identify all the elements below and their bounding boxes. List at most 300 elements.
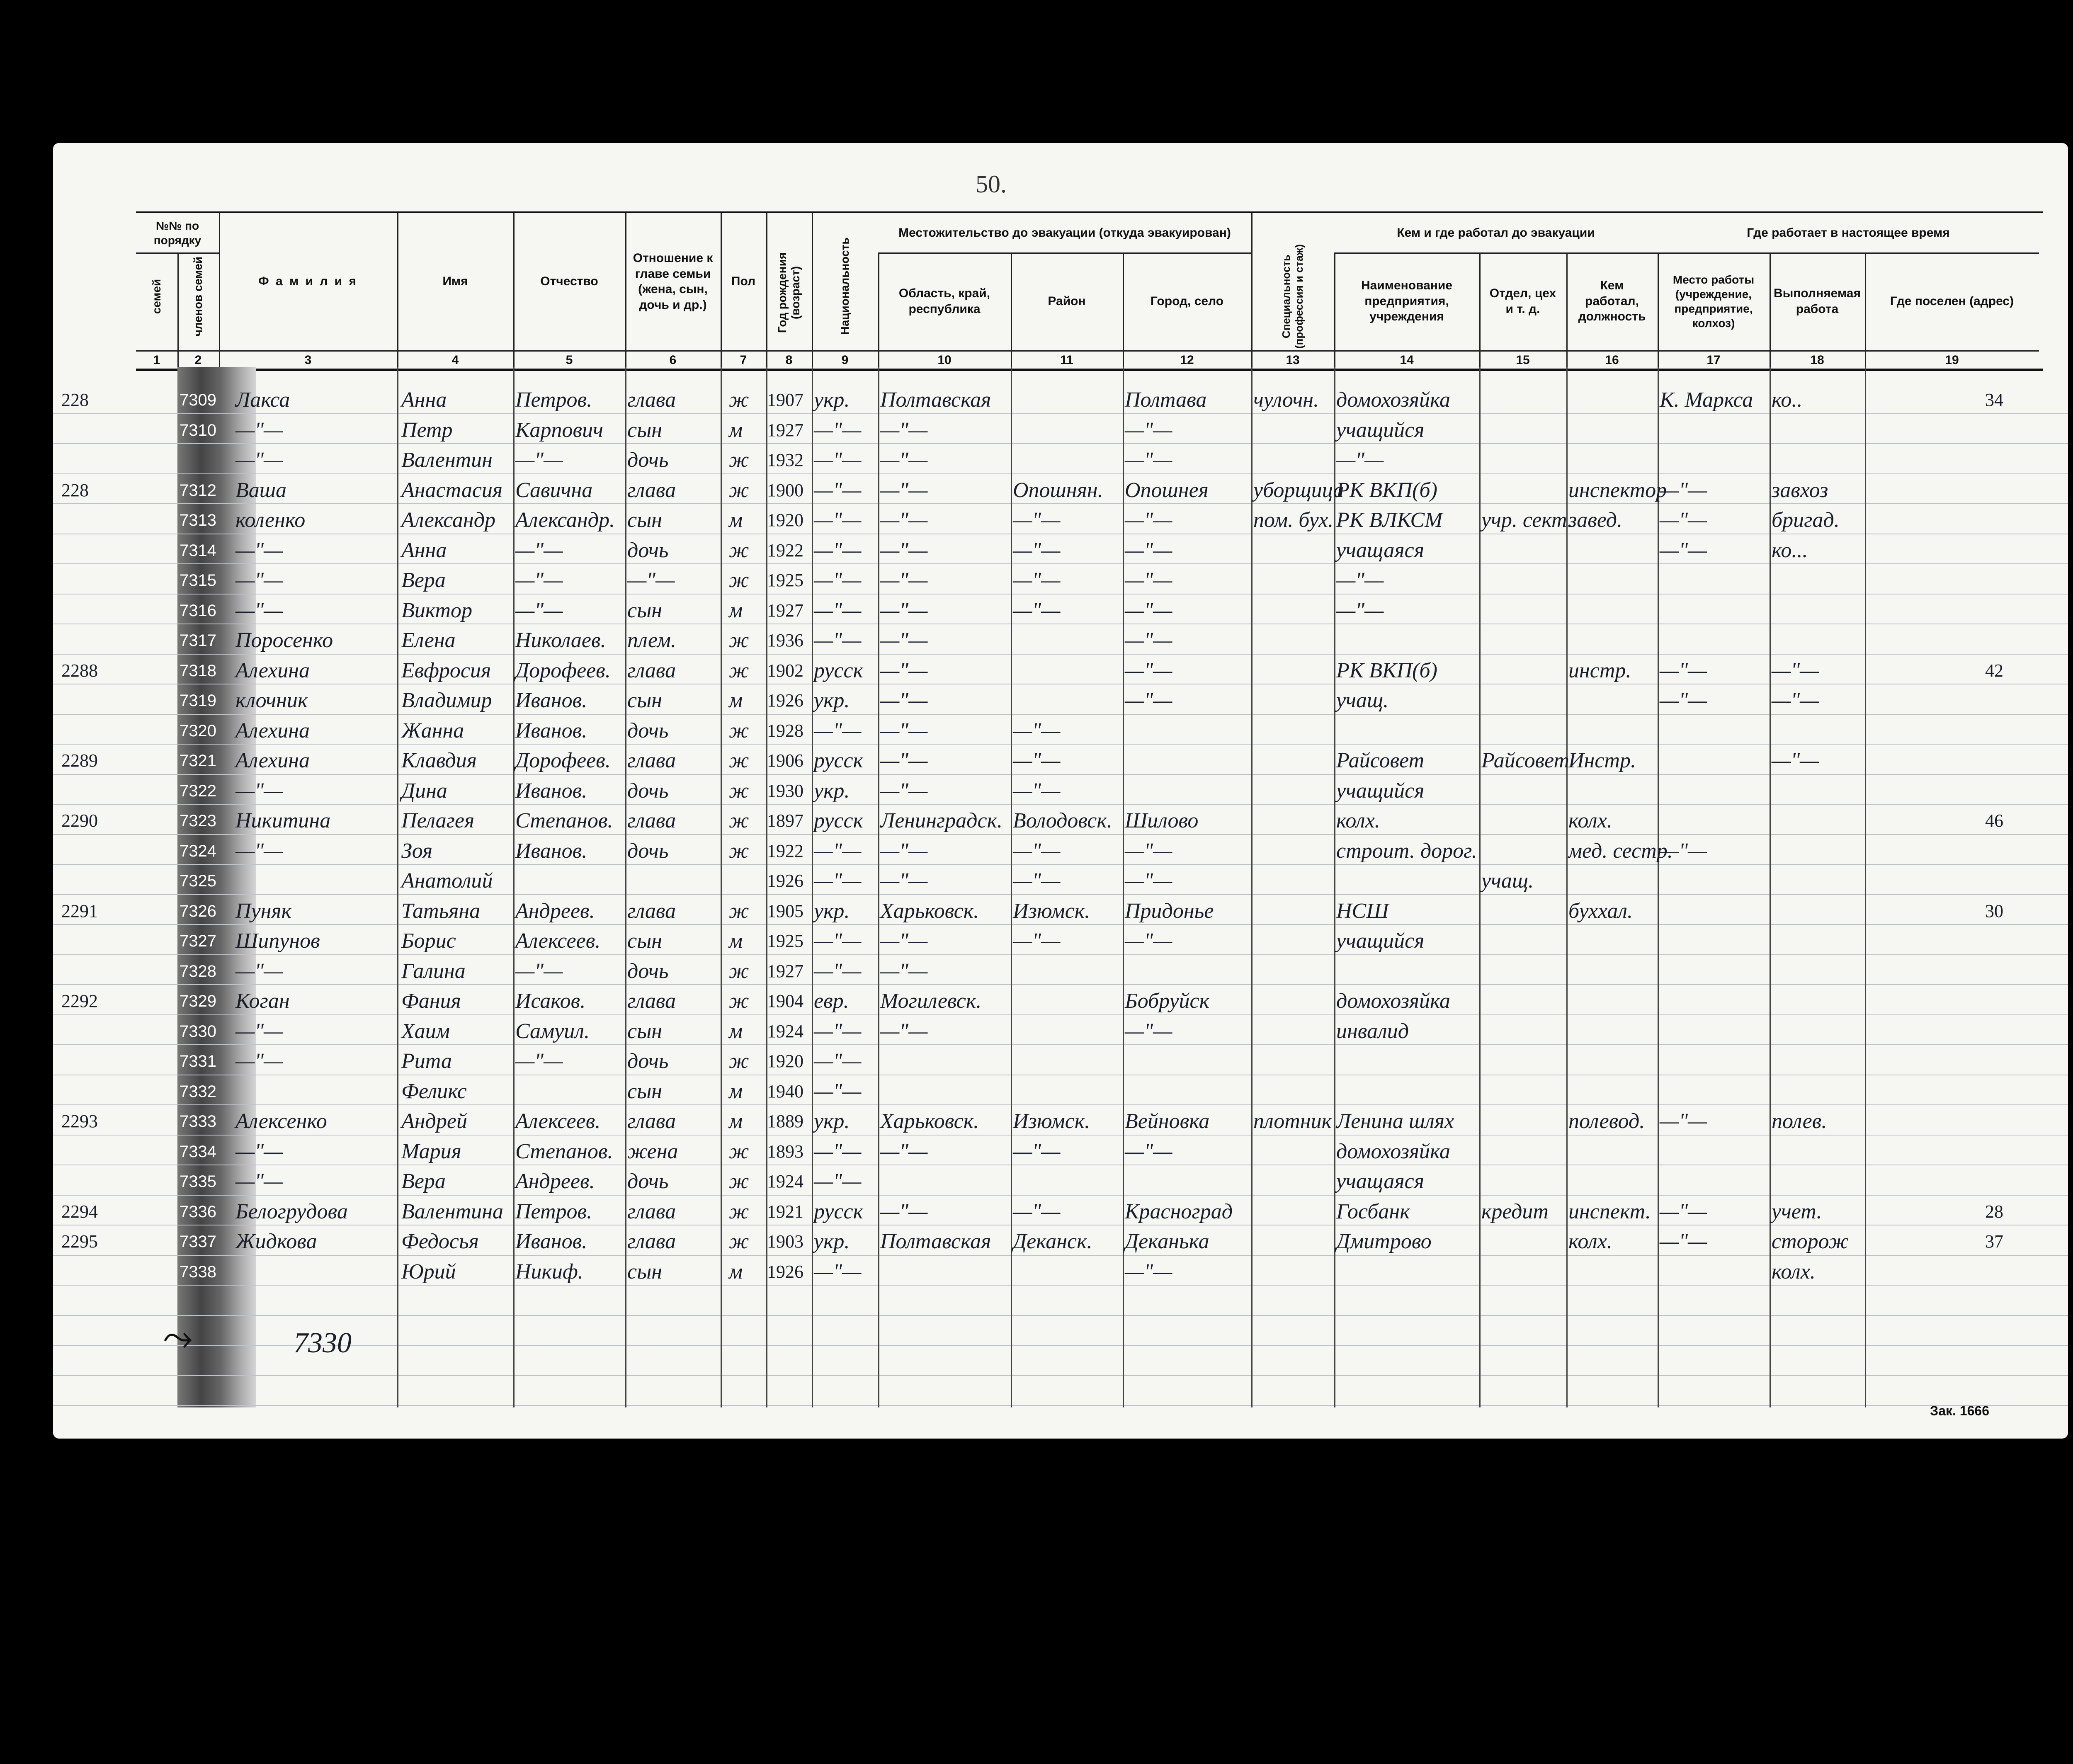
cell-relation: сын xyxy=(627,1259,663,1284)
cell-department: учащ. xyxy=(1481,869,1534,893)
cell-nationality: —"— xyxy=(814,929,862,953)
cell-city: Полтава xyxy=(1125,388,1207,412)
cell-birth-year: 1897 xyxy=(767,810,803,831)
cell-sex: ж xyxy=(729,478,749,502)
cell-birth-year: 1927 xyxy=(767,961,803,981)
cell-sex: ж xyxy=(729,1049,749,1073)
cell-department xyxy=(1481,686,1564,715)
header-job: Выполняемая работа xyxy=(1774,286,1861,316)
cell-member-number: 7313 xyxy=(180,511,216,529)
cell-district xyxy=(1013,656,1121,685)
cell-enterprise: учащ. xyxy=(1336,689,1389,712)
cell-family-number xyxy=(61,776,111,806)
cell-specialty xyxy=(1253,536,1332,565)
cell-address xyxy=(1985,416,2064,445)
cell-enterprise: колх. xyxy=(1336,809,1380,832)
cell-relation: глава xyxy=(627,478,676,502)
cell-enterprise: НСШ xyxy=(1336,899,1389,923)
cell-workplace xyxy=(1660,897,1767,926)
cell-position xyxy=(1568,1047,1655,1076)
header-enterprise: Наименование предприятия, учреждения xyxy=(1361,279,1453,324)
cell-region: Полтавская xyxy=(880,388,991,412)
cell-family-number xyxy=(61,1077,111,1106)
cell-department: кредит xyxy=(1481,1199,1549,1223)
cell-patronymic: Иванов. xyxy=(515,1230,587,1253)
cell-first-name: Валентина xyxy=(401,1199,503,1223)
cell-city: Придонье xyxy=(1125,899,1214,923)
cell-nationality: укр. xyxy=(814,1230,850,1253)
cell-specialty xyxy=(1253,1227,1332,1256)
cell-member-number: 7333 xyxy=(180,1112,216,1131)
cell-sex: м xyxy=(729,598,743,622)
cell-member-number: 7315 xyxy=(180,571,216,590)
cell-birth-year: 1920 xyxy=(767,1051,803,1071)
cell-position xyxy=(1568,536,1655,565)
cell-surname: Алексенко xyxy=(235,1109,327,1133)
cell-sex: м xyxy=(729,1259,743,1284)
cell-job: полев. xyxy=(1772,1109,1827,1133)
cell-relation: дочь xyxy=(627,959,669,983)
cell-patronymic: —"— xyxy=(515,568,563,592)
cell-member-number: 7338 xyxy=(180,1262,216,1281)
header-city: Город, село xyxy=(1150,294,1224,308)
cell-position xyxy=(1568,927,1655,956)
cell-position xyxy=(1568,626,1655,655)
cell-job xyxy=(1772,987,1863,1016)
cell-position xyxy=(1568,716,1655,745)
table-header xyxy=(136,211,2043,371)
header-district: Район xyxy=(1048,294,1086,308)
table-row xyxy=(53,596,2068,625)
cell-patronymic xyxy=(515,1077,625,1106)
cell-address xyxy=(1985,1047,2064,1076)
cell-region: —"— xyxy=(880,689,928,712)
ruled-line xyxy=(53,1315,2068,1316)
cell-surname: Никитина xyxy=(235,809,331,832)
table-row xyxy=(53,1257,2068,1286)
cell-workplace xyxy=(1660,806,1767,835)
cell-address xyxy=(1985,626,2064,655)
cell-family-number: 2289 xyxy=(61,750,98,771)
cell-job xyxy=(1772,1017,1863,1046)
cell-sex: ж xyxy=(729,448,749,472)
cell-family-number: 2292 xyxy=(61,991,98,1011)
cell-region: Могилевск. xyxy=(880,989,982,1013)
cell-district xyxy=(1013,686,1121,715)
cell-job: —"— xyxy=(1772,749,1819,772)
cell-family-number xyxy=(61,1137,111,1166)
cell-address xyxy=(1985,746,2064,775)
cell-sex: м xyxy=(729,1019,743,1043)
table-row xyxy=(53,626,2068,655)
cell-relation: глава xyxy=(627,1230,676,1253)
cell-specialty xyxy=(1253,1167,1332,1196)
cell-surname: коленко xyxy=(235,508,306,532)
cell-member-number: 7325 xyxy=(180,872,216,890)
cell-patronymic: —"— xyxy=(515,959,563,983)
cell-patronymic: Алексеев. xyxy=(515,1109,601,1133)
cell-surname: —"— xyxy=(235,1170,283,1193)
cell-surname: Ваша xyxy=(235,478,287,502)
cell-first-name: Анна xyxy=(401,538,447,562)
cell-workplace xyxy=(1660,927,1767,956)
cell-enterprise: домохозяйка xyxy=(1336,989,1451,1013)
cell-department xyxy=(1481,596,1564,625)
cell-enterprise: инвалид xyxy=(1336,1019,1409,1043)
cell-address xyxy=(1985,476,2064,505)
cell-job: учет. xyxy=(1772,1199,1822,1223)
cell-job xyxy=(1772,837,1863,866)
column-number: 12 xyxy=(1123,350,1251,369)
cell-job xyxy=(1772,446,1863,475)
cell-specialty xyxy=(1253,987,1332,1016)
cell-birth-year: 1932 xyxy=(767,450,803,470)
cell-job: —"— xyxy=(1772,658,1819,682)
cell-job xyxy=(1772,1167,1863,1196)
cell-workplace xyxy=(1660,776,1767,806)
cell-first-name: Феликс xyxy=(401,1079,467,1103)
cell-specialty xyxy=(1253,806,1332,835)
cell-nationality: —"— xyxy=(814,1049,862,1073)
cell-sex: ж xyxy=(729,1139,749,1163)
cell-region: —"— xyxy=(880,749,928,772)
cell-family-number xyxy=(61,416,111,445)
cell-enterprise: Райсовет xyxy=(1336,749,1425,772)
cell-patronymic: Андреев. xyxy=(515,1170,595,1193)
cell-workplace: —"— xyxy=(1660,538,1707,562)
cell-first-name: Анастасия xyxy=(401,478,503,502)
cell-address xyxy=(1985,566,2064,595)
cell-city: —"— xyxy=(1125,448,1172,472)
cell-enterprise: учащийся xyxy=(1336,418,1425,442)
table-row xyxy=(53,476,2068,505)
table-row xyxy=(53,866,2068,895)
cell-first-name: Борис xyxy=(401,929,456,953)
cell-department xyxy=(1481,897,1564,926)
cell-department xyxy=(1481,1077,1564,1106)
cell-first-name: Анна xyxy=(401,388,447,412)
cell-surname: —"— xyxy=(235,959,283,983)
cell-city xyxy=(1125,746,1249,775)
cell-enterprise: Ленина шлях xyxy=(1336,1109,1454,1133)
cell-family-number xyxy=(61,566,111,595)
cell-workplace xyxy=(1660,626,1767,655)
table-row xyxy=(53,566,2068,595)
column-number: 14 xyxy=(1334,350,1479,369)
cell-enterprise: РК ВКП(б) xyxy=(1336,478,1437,502)
cell-sex: ж xyxy=(729,989,749,1013)
cell-surname xyxy=(235,866,410,895)
cell-workplace xyxy=(1660,416,1767,445)
cell-patronymic: Александр. xyxy=(515,508,615,532)
cell-relation: плем. xyxy=(627,628,676,652)
cell-first-name: Александр xyxy=(401,508,495,532)
cell-nationality: —"— xyxy=(814,628,862,652)
cell-position: полевод. xyxy=(1568,1109,1645,1133)
cell-family-number: 2291 xyxy=(61,900,98,921)
cell-position: Инстр. xyxy=(1568,749,1636,772)
column-number: 18 xyxy=(1770,350,1865,369)
cell-workplace: —"— xyxy=(1660,658,1707,682)
table-row xyxy=(53,446,2068,475)
column-number: 11 xyxy=(1011,350,1123,369)
cell-sex: ж xyxy=(729,388,749,412)
cell-enterprise: Госбанк xyxy=(1336,1199,1410,1223)
cell-enterprise: —"— xyxy=(1336,448,1384,472)
cell-region: —"— xyxy=(880,448,928,472)
cell-address xyxy=(1985,866,2064,895)
cell-region: —"— xyxy=(880,628,928,652)
cell-department xyxy=(1481,776,1564,806)
total-written: 7330 xyxy=(294,1327,352,1359)
cell-region xyxy=(880,1167,1009,1196)
header-specialty: Специальность (профессия и стаж) xyxy=(1280,244,1305,349)
cell-relation: дочь xyxy=(627,1170,669,1193)
cell-workplace xyxy=(1660,987,1767,1016)
cell-district xyxy=(1013,446,1121,475)
cell-specialty xyxy=(1253,656,1332,685)
cell-city: Опошнея xyxy=(1125,478,1209,502)
cell-city: Вейновка xyxy=(1125,1109,1210,1133)
cell-workplace: —"— xyxy=(1660,478,1707,502)
cell-member-number: 7322 xyxy=(180,781,216,800)
cell-member-number: 7328 xyxy=(180,962,216,980)
cell-first-name: Пелагея xyxy=(401,809,475,832)
cell-relation: дочь xyxy=(627,718,669,742)
cell-district xyxy=(1013,386,1121,415)
cell-member-number: 7320 xyxy=(180,721,216,740)
cell-specialty xyxy=(1253,746,1332,775)
cell-specialty xyxy=(1253,1257,1332,1286)
cell-job xyxy=(1772,957,1863,986)
cell-district xyxy=(1013,1167,1121,1196)
cell-address xyxy=(1985,927,2064,956)
cell-first-name: Зоя xyxy=(401,839,433,863)
cell-sex: ж xyxy=(729,749,749,772)
cell-district xyxy=(1013,957,1121,986)
header-workplace: Место работы (учреждение, предприятие, колхоз) xyxy=(1672,273,1755,330)
cell-relation: глава xyxy=(627,809,676,832)
cell-job: бригад. xyxy=(1772,508,1840,532)
cell-sex: ж xyxy=(729,1199,749,1223)
cell-department: учр. сект. xyxy=(1481,508,1573,532)
cell-job: завхоз xyxy=(1772,478,1828,502)
cell-district xyxy=(1013,987,1121,1016)
cell-job: ко... xyxy=(1772,538,1808,562)
cell-address xyxy=(1985,1077,2064,1106)
cell-specialty xyxy=(1253,866,1332,895)
cell-surname: клочник xyxy=(235,689,308,712)
cell-department xyxy=(1481,536,1564,565)
cell-specialty xyxy=(1253,566,1332,595)
cell-relation: глава xyxy=(627,989,676,1013)
cell-workplace: —"— xyxy=(1660,1109,1707,1133)
cell-city: —"— xyxy=(1125,869,1172,893)
cell-department xyxy=(1481,987,1564,1016)
cell-address: 37 xyxy=(1985,1231,2003,1252)
cell-member-number: 7335 xyxy=(180,1172,216,1191)
cell-nationality: —"— xyxy=(814,538,862,562)
cell-region: —"— xyxy=(880,568,928,592)
cell-workplace xyxy=(1660,446,1767,475)
cell-sex: м xyxy=(729,1079,743,1103)
cell-surname: —"— xyxy=(235,839,283,863)
cell-workplace xyxy=(1660,596,1767,625)
cell-surname: Поросенко xyxy=(235,628,333,652)
cell-member-number: 7332 xyxy=(180,1082,216,1101)
cell-surname: Белогрудова xyxy=(235,1199,348,1223)
cell-birth-year: 1907 xyxy=(767,390,803,410)
cell-birth-year: 1926 xyxy=(767,1261,803,1282)
cell-surname: Алехина xyxy=(235,658,310,682)
cell-nationality: —"— xyxy=(814,568,862,592)
cell-workplace xyxy=(1660,566,1767,595)
cell-district: —"— xyxy=(1013,839,1061,863)
cell-surname: Жидкова xyxy=(235,1230,317,1253)
cell-city: —"— xyxy=(1125,1019,1172,1043)
cell-relation: глава xyxy=(627,899,676,923)
cell-birth-year: 1922 xyxy=(767,840,803,861)
cell-sex: ж xyxy=(729,628,749,652)
cell-relation: дочь xyxy=(627,448,669,472)
cell-birth-year: 1936 xyxy=(767,630,803,650)
cell-department xyxy=(1481,1167,1564,1196)
cell-first-name: Галина xyxy=(401,959,466,983)
column-number: 8 xyxy=(766,350,812,369)
cell-first-name: Валентин xyxy=(401,448,493,472)
cell-first-name: Хаим xyxy=(401,1019,450,1043)
cell-first-name: Рита xyxy=(401,1049,452,1073)
table-row xyxy=(53,987,2068,1016)
cell-address: 46 xyxy=(1985,810,2003,831)
cell-job xyxy=(1772,626,1863,655)
cell-position xyxy=(1568,866,1655,895)
cell-relation: —"— xyxy=(627,568,675,592)
cell-nationality: —"— xyxy=(814,448,862,472)
cell-member-number: 7316 xyxy=(180,601,216,620)
cell-first-name: Вера xyxy=(401,1170,446,1193)
cell-region: —"— xyxy=(880,1139,928,1163)
cell-workplace xyxy=(1660,716,1767,745)
table-row xyxy=(53,1017,2068,1046)
cell-job: сторож xyxy=(1772,1230,1849,1253)
cell-enterprise: Дмитрово xyxy=(1336,1230,1432,1253)
cell-enterprise: —"— xyxy=(1336,568,1384,592)
cell-region: Харьковск. xyxy=(880,1109,979,1133)
cell-city: —"— xyxy=(1125,658,1172,682)
header-group-current-work: Где работает в настоящее время xyxy=(1658,213,2039,254)
cell-address: 34 xyxy=(1985,390,2003,410)
cell-member-number: 7312 xyxy=(180,481,216,500)
table-row xyxy=(53,1077,2068,1106)
column-number: 19 xyxy=(1865,350,2039,369)
header-group-order: №№ по порядку xyxy=(136,213,219,254)
cell-city xyxy=(1125,1077,1249,1106)
cell-region: Харьковск. xyxy=(880,899,979,923)
cell-member-number: 7329 xyxy=(180,992,216,1010)
cell-district xyxy=(1013,1017,1121,1046)
cell-member-number: 7330 xyxy=(180,1022,216,1041)
cell-birth-year: 1927 xyxy=(767,600,803,621)
table-row xyxy=(53,386,2068,415)
cell-department xyxy=(1481,626,1564,655)
cell-sex: ж xyxy=(729,779,749,803)
cell-birth-year: 1927 xyxy=(767,420,803,440)
cell-family-number xyxy=(61,626,111,655)
cell-enterprise: строит. дорог. xyxy=(1336,839,1477,863)
cell-workplace xyxy=(1660,1167,1767,1196)
table-row xyxy=(53,1167,2068,1196)
cell-specialty xyxy=(1253,416,1332,445)
column-number: 6 xyxy=(625,350,721,369)
cell-enterprise: учащийся xyxy=(1336,929,1425,953)
cell-workplace xyxy=(1660,1077,1767,1106)
cell-department xyxy=(1481,1137,1564,1166)
cell-sex: ж xyxy=(729,809,749,832)
cell-address xyxy=(1985,1257,2064,1286)
cell-relation: сын xyxy=(627,1019,663,1043)
cell-nationality: —"— xyxy=(814,1019,862,1043)
cell-district xyxy=(1013,416,1121,445)
cell-sex: ж xyxy=(729,568,749,592)
cell-surname: —"— xyxy=(235,598,283,622)
cell-enterprise: домохозяйка xyxy=(1336,1139,1451,1163)
cell-birth-year: 1925 xyxy=(767,931,803,951)
cell-department xyxy=(1481,806,1564,835)
cell-relation: сын xyxy=(627,1079,663,1103)
cell-birth-year: 1928 xyxy=(767,720,803,741)
cell-department xyxy=(1481,957,1564,986)
cell-sex: ж xyxy=(729,1230,749,1253)
header-surname: Ф а м и л и я xyxy=(258,274,358,289)
header-group-residence: Местожительство до эвакуации (откуда эвакуирован) xyxy=(878,213,1251,254)
cell-position xyxy=(1568,596,1655,625)
cell-position: инстр. xyxy=(1568,658,1631,682)
cell-surname: Алехина xyxy=(235,749,310,772)
cell-job: —"— xyxy=(1772,689,1819,712)
cell-address xyxy=(1985,716,2064,745)
cell-department xyxy=(1481,566,1564,595)
cell-district: —"— xyxy=(1013,718,1061,742)
cell-region: Ленинградск. xyxy=(880,809,1003,832)
cell-city: —"— xyxy=(1125,1139,1172,1163)
cell-family-number xyxy=(61,596,111,625)
cell-nationality: —"— xyxy=(814,839,862,863)
cell-surname: Алехина xyxy=(235,718,310,742)
cell-birth-year: 1902 xyxy=(767,660,803,681)
header-region: Область, край, республика xyxy=(898,286,990,316)
cell-address xyxy=(1985,536,2064,565)
cell-family-number xyxy=(61,927,111,956)
cell-address xyxy=(1985,837,2064,866)
cell-patronymic: —"— xyxy=(515,538,563,562)
table-row xyxy=(53,1107,2068,1136)
cell-relation: глава xyxy=(627,658,676,682)
cell-birth-year: 1925 xyxy=(767,570,803,590)
cell-position xyxy=(1568,776,1655,806)
cell-address xyxy=(1985,446,2064,475)
cell-surname: —"— xyxy=(235,1139,283,1163)
cell-city: Деканька xyxy=(1125,1230,1209,1253)
cell-relation: дочь xyxy=(627,779,669,803)
ruled-line xyxy=(53,1405,2068,1406)
header-members: членов семей xyxy=(192,256,204,337)
cell-family-number xyxy=(61,686,111,715)
cell-specialty xyxy=(1253,686,1332,715)
cell-sex: м xyxy=(729,1109,743,1133)
cell-enterprise: учащаяся xyxy=(1336,1170,1424,1193)
cell-relation: глава xyxy=(627,749,676,772)
